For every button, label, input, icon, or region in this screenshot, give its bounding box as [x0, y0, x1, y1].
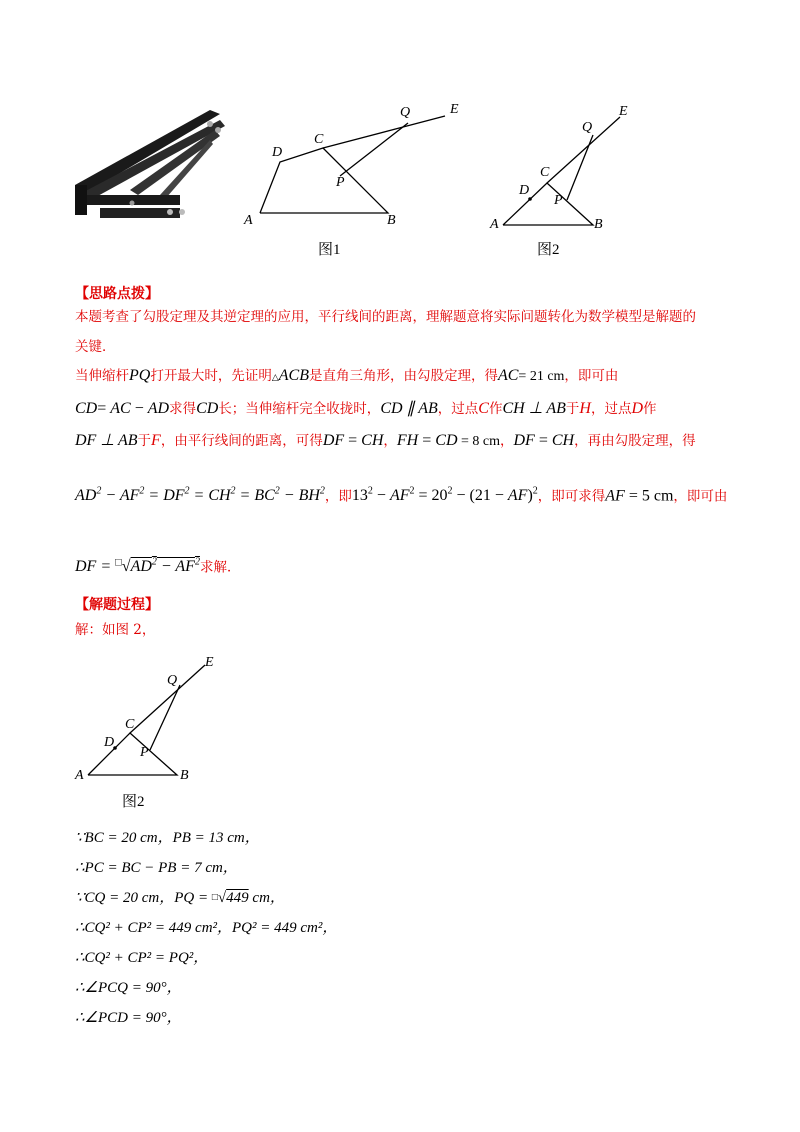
solution-step-4: ∴CQ² + CP² = 449 cm²，PQ² = 449 cm²， [75, 920, 338, 936]
fig3-point-E: E [205, 655, 214, 670]
var: CD [75, 400, 98, 417]
text: 是直角三角形，由勾股定理，得 [308, 368, 498, 384]
solution-intro: 解：如图 2， [75, 622, 156, 638]
text: ，过点 [437, 401, 479, 417]
solution-step-7: ∴∠PCD = 90°， [75, 1010, 182, 1026]
text: ∵CQ = 20 cm，PQ = [75, 890, 212, 906]
solution-heading: 【解题过程】 [75, 597, 159, 613]
analysis-line-6 [75, 482, 727, 506]
fig1-point-C: C [314, 132, 324, 147]
var: DF [513, 432, 535, 449]
fig3-caption: 图2 [122, 794, 145, 810]
analysis-paragraph-2: 关键． [75, 339, 116, 355]
formula-df: DF = $^□√AD^2 - AF^2$ [75, 557, 200, 576]
parallel-expr: CD ∥ AB [380, 400, 438, 417]
text: ，由平行线间的距离，可得 [160, 433, 323, 449]
text: ，即可由 [564, 368, 619, 384]
fig2-point-E: E [619, 104, 628, 119]
text: 打开最大时，先证明 [150, 368, 272, 384]
fig3-point-A: A [75, 768, 84, 783]
hinge-photo [70, 100, 230, 235]
text: 作 [643, 401, 657, 417]
solution-step-6: ∴∠PCQ = 90°， [75, 980, 182, 996]
var: AC [110, 400, 131, 417]
text: cm， [248, 890, 285, 906]
perp-expr: DF ⊥ AB [75, 432, 138, 449]
solution-step-1: ∵BC = 20 cm，PB = 13 cm， [75, 830, 260, 846]
fig2-point-P: P [554, 193, 563, 208]
text: ，过点 [590, 401, 632, 417]
var: AD [147, 400, 170, 417]
formula-numeric: $13^2 - AF^2 = 20^2 - (21 - AF)^2$ [351, 486, 538, 505]
fig2-point-D: D [519, 183, 530, 198]
fig3-point-B: B [180, 768, 189, 783]
fig1-point-B: B [387, 213, 396, 228]
perp-expr: CH ⊥ AB [502, 400, 566, 417]
var: F [151, 432, 161, 449]
text: 求得 [169, 401, 197, 417]
fig2-point-A: A [490, 217, 499, 232]
var-ACB: ACB [278, 367, 309, 384]
sqrt-value: 449 [226, 890, 249, 906]
var: DF [322, 432, 345, 449]
var-PQ: PQ [129, 367, 151, 384]
fig2-point-Q: Q [582, 120, 593, 135]
analysis-paragraph-1: 本题考查了勾股定理及其逆定理的应用，平行线间的距离，理解题意将实际问题转化为数学模型是解题的 [75, 309, 696, 325]
solution-step-3: ∵CQ = 20 cm，PQ = □√449 cm， [75, 890, 285, 906]
fig2-point-B: B [594, 217, 603, 232]
triangle-symbol: △ [271, 373, 279, 383]
op: = [418, 432, 436, 449]
fig2-caption: 图2 [537, 242, 560, 258]
fig2-point-C: C [540, 165, 550, 180]
text: ，即可由 [673, 488, 728, 505]
var: CD [196, 400, 219, 417]
fig1-point-A: A [244, 213, 253, 228]
solution-step-5: ∴CQ² + CP² = PQ²， [75, 950, 209, 966]
text: 求解． [199, 559, 241, 576]
analysis-heading: 【思路点拨】 [75, 286, 159, 302]
op: = [344, 432, 362, 449]
var: CH [551, 432, 575, 449]
var: C [478, 400, 489, 417]
var: H [579, 400, 591, 417]
figure-3 [85, 660, 225, 785]
text: 作 [488, 401, 503, 417]
text: 当伸缩杆 [75, 368, 129, 384]
op: = [97, 400, 111, 417]
fig3-point-C: C [125, 717, 135, 732]
fig3-point-D: D [104, 735, 115, 750]
analysis-line-5 [75, 431, 696, 452]
formula-af: AF = 5 cm [605, 487, 674, 505]
var: CD [435, 432, 458, 449]
text: ， [383, 433, 397, 449]
fig1-point-E: E [450, 102, 459, 117]
formula-main: $AD^2 - AF^2 = DF^2 = CH^2 = BC^2 - BH^2$ [75, 486, 325, 505]
analysis-line-4 [75, 399, 657, 419]
text: 长；当伸缩杆完全收拢时， [218, 401, 381, 417]
var: CH [361, 432, 384, 449]
fig1-caption: 图1 [318, 242, 341, 258]
fig1-point-P: P [336, 175, 345, 190]
analysis-line-3 [75, 366, 618, 388]
op: = [534, 432, 552, 449]
text: ，即 [324, 488, 352, 505]
figure-2 [495, 105, 635, 230]
var: D [631, 400, 644, 417]
solution-step-2: ∴PC = BC − PB = 7 cm， [75, 860, 238, 876]
fig1-point-Q: Q [400, 105, 411, 120]
var: FH [396, 432, 419, 449]
text: ，即可求得 [537, 488, 606, 505]
value-21cm: = 21 cm [518, 369, 565, 384]
text: ，再由勾股定理，得 [574, 433, 696, 449]
fig3-point-P: P [140, 745, 149, 760]
figure-1 [240, 100, 470, 235]
var-AC: AC [497, 367, 519, 384]
text: 于 [137, 433, 152, 449]
fig3-point-Q: Q [167, 673, 178, 688]
analysis-line-7 [75, 553, 240, 577]
value: = 8 cm [457, 434, 500, 449]
text: 于 [565, 401, 580, 417]
fig1-point-D: D [272, 145, 283, 160]
op: − [130, 400, 148, 417]
text: ， [500, 433, 514, 449]
